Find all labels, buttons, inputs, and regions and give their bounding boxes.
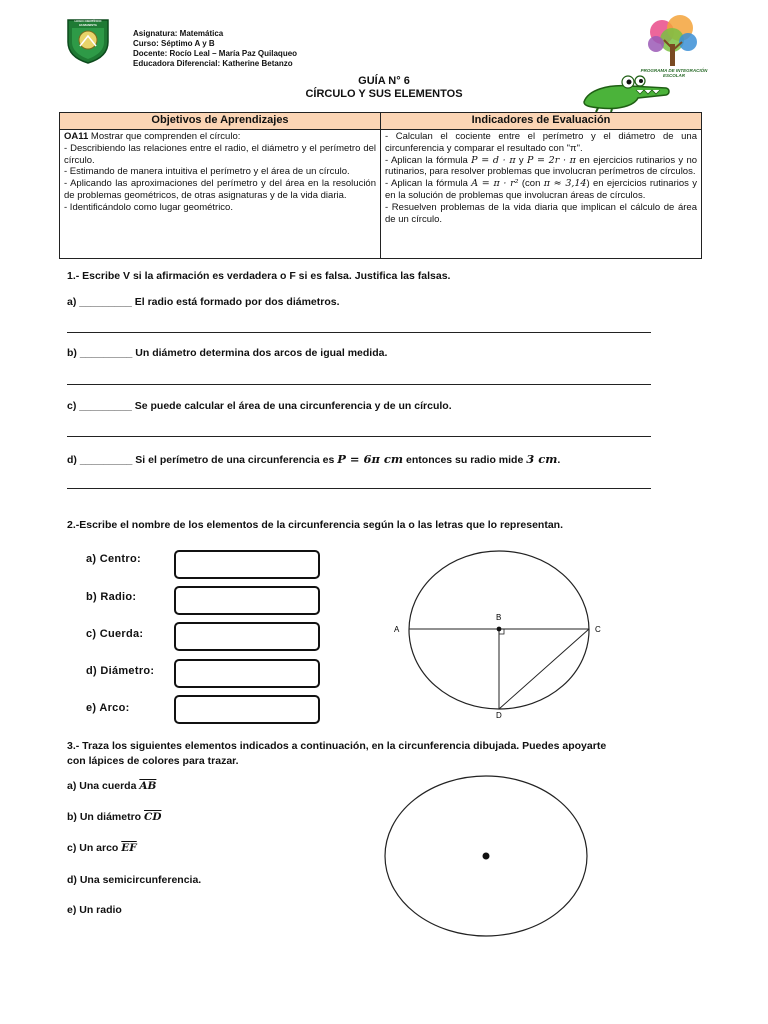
educator-line: Educadora Diferencial: Katherine Betanzo <box>133 59 293 68</box>
objectives-cell <box>60 130 381 259</box>
label-chord: c) Cuerda: <box>86 628 144 640</box>
label-diameter: d) Diámetro: <box>86 665 155 677</box>
circle-diagram-q2 <box>380 550 620 720</box>
answer-line-c[interactable] <box>67 436 651 437</box>
answer-box-arc[interactable] <box>174 695 320 724</box>
center-dot <box>483 853 490 860</box>
q1-item-d: d) _________ Si el perímetro de una circunferencia es P = 6π cm entonces su radio mide 3 cm. <box>67 452 561 466</box>
q3-item-b: b) Un diámetro $\overline{CD}$ <box>67 811 162 823</box>
q2-title: 2.-Escribe el nombre de los elementos de la circunferencia según la o las letras que lo representan. <box>67 519 564 531</box>
point-d-label: D <box>496 711 502 720</box>
oa-code: OA11 <box>64 131 89 142</box>
objective-item: - Aplicando las aproximaciones del perímetro y del área en la resolución de problemas geométricos, de otras asignaturas y de la vida diaria. <box>64 178 376 201</box>
label-center: a) Centro: <box>86 553 141 565</box>
school-logo <box>64 16 112 64</box>
indicator-item: - Calculan el cociente entre el perímetro y el diámetro de una circunferencia y comparar el resultado con "π". <box>385 131 697 154</box>
answer-box-chord[interactable] <box>174 622 320 651</box>
indicator-item: - Aplican la fórmula A = π · r² (con π ≈ 3,14) en ejercicios rutinarios y en la solución de problemas que involucran áreas de círculos. <box>385 178 697 201</box>
q1-item-b: b) _________ Un diámetro determina dos arcos de igual medida. <box>67 347 388 359</box>
course-line: Curso: Séptimo A y B <box>133 39 215 48</box>
circle-drawing-q3[interactable] <box>378 772 598 942</box>
point-b-label: B <box>496 613 502 622</box>
indicators-cell <box>381 130 702 259</box>
school-logo-text: LICEO CIENTÍFICO HUMANISTA <box>74 19 102 27</box>
chord-dc <box>499 629 589 709</box>
answer-box-center[interactable] <box>174 550 320 579</box>
oa-intro: Mostrar que comprenden el círculo: <box>88 131 241 142</box>
q1-item-a: a) _________ El radio está formado por dos diámetros. <box>67 296 340 308</box>
answer-box-diameter[interactable] <box>174 659 320 688</box>
q3-item-a: a) Una cuerda $\overline{AB}$ <box>67 780 157 792</box>
guide-number: GUÍA N° 6 <box>358 75 410 87</box>
q1-item-c: c) _________ Se puede calcular el área de una circunferencia y de un círculo. <box>67 400 452 412</box>
q3-item-d: d) Una semicircunferencia. <box>67 874 202 886</box>
program-logo <box>636 14 712 78</box>
center-point <box>497 627 502 632</box>
indicators-header: Indicadores de Evaluación <box>381 113 702 130</box>
q1-title: 1.- Escribe V si la afirmación es verdadera o F si es falsa. Justifica las falsas. <box>67 270 451 282</box>
subject-line: Asignatura: Matemática <box>133 29 224 38</box>
label-arc: e) Arco: <box>86 702 130 714</box>
guide-title: CÍRCULO Y SUS ELEMENTOS <box>305 88 463 100</box>
objective-item: - Identificándolo como lugar geométrico. <box>64 201 233 213</box>
answer-line-d[interactable] <box>67 488 651 489</box>
objectives-table <box>59 112 702 259</box>
objectives-header: Objetivos de Aprendizajes <box>60 113 381 130</box>
answer-box-radius[interactable] <box>174 586 320 615</box>
objective-item: - Estimando de manera intuitiva el perímetro y el área de un círculo. <box>64 166 350 178</box>
indicator-item: - Aplican la fórmula P = d · π y P = 2r · π en ejercicios rutinarios y no rutinarios, para resolver problemas que involucran perímetros de círculos. <box>385 154 698 178</box>
q3-title-line1: 3.- Traza los siguientes elementos indicados a continuación, en la circunferencia dibujada. Puedes apoyarte <box>67 740 607 752</box>
q3-item-e: e) Un radio <box>67 904 122 916</box>
q3-item-c: c) Un arco $\overline{EF}$ <box>67 842 137 854</box>
program-logo-text: PROGRAMA DE INTEGRACIÓN ESCOLAR <box>640 68 708 78</box>
answer-line-a[interactable] <box>67 332 651 333</box>
objective-item: - Describiendo las relaciones entre el radio, el diámetro y el perímetro del círculo. <box>64 142 376 166</box>
point-c-label: C <box>595 625 601 634</box>
header-info <box>133 29 297 69</box>
answer-line-b[interactable] <box>67 384 651 385</box>
point-a-label: A <box>394 625 400 634</box>
q3-title-line2: con lápices de colores para trazar. <box>67 755 239 767</box>
label-radius: b) Radio: <box>86 591 137 603</box>
indicator-item: - Resuelven problemas de la vida diaria que implican el cálculo de área de un círculo. <box>385 201 697 225</box>
teacher-line: Docente: Rocío Leal – María Paz Quilaqueo <box>133 49 298 58</box>
